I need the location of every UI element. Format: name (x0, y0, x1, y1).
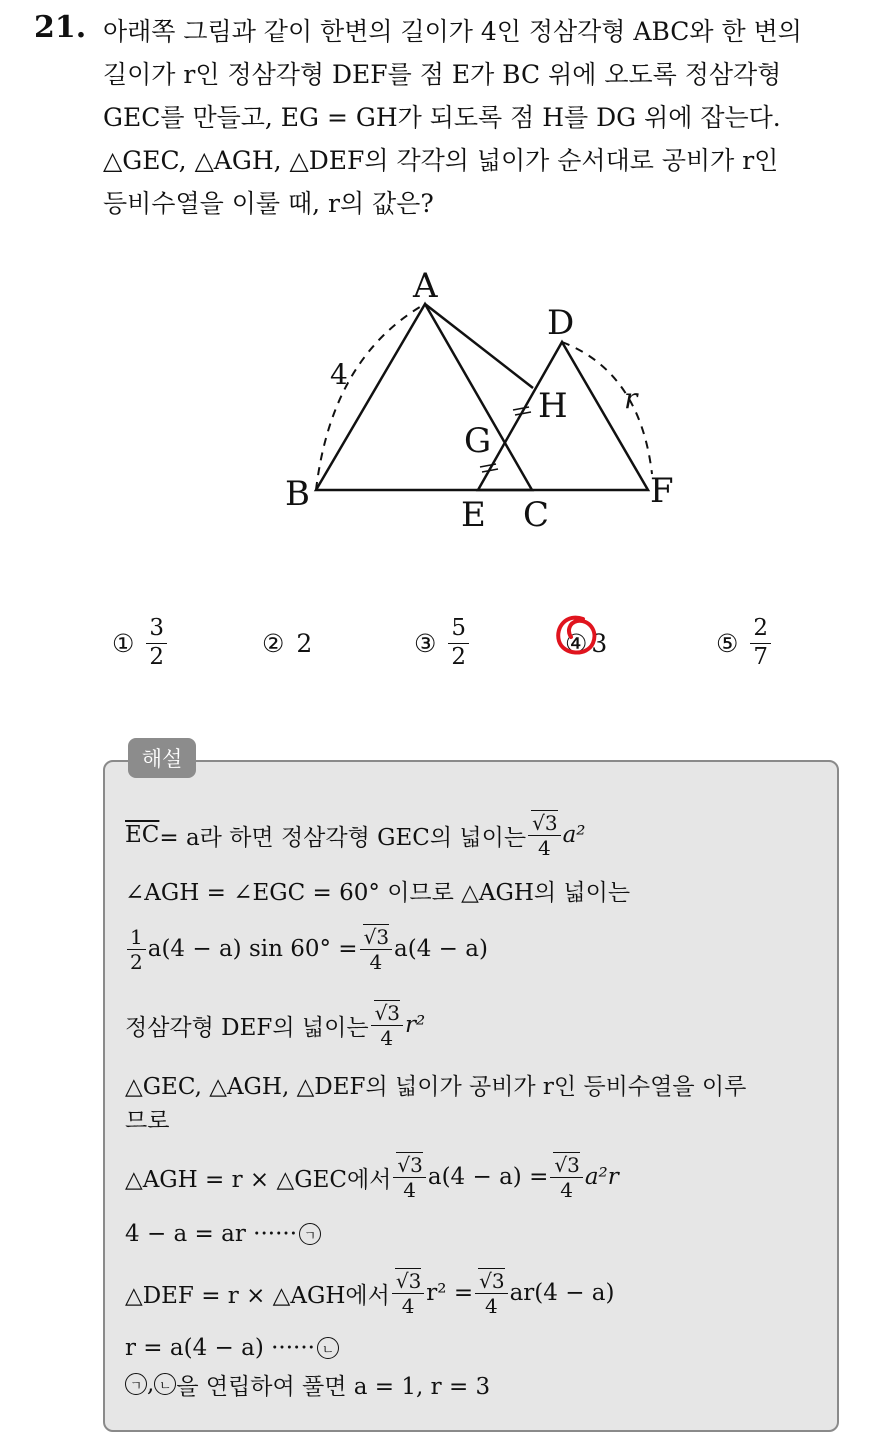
choice-fraction: $\frac{3}{2}$ (146, 616, 167, 670)
choice-fraction: $\frac{2}{7}$ (750, 616, 771, 670)
circled-label: ㄴ (154, 1373, 176, 1395)
choice-2[interactable] (262, 608, 312, 678)
solution-line-8: 4 − a = ar ······ ㄱ (125, 1216, 321, 1252)
answer-choices (0, 608, 884, 678)
question-line: 아래쪽 그림과 같이 한변의 길이가 4인 정삼각형 ABC와 한 변의 (103, 17, 802, 46)
circled-label: ㄱ (299, 1223, 321, 1245)
solution-line-4: 정삼각형 DEF의 넓이는 $\frac{√3}{4}$ r² (125, 1000, 426, 1050)
label-b: B (285, 474, 310, 514)
label-c: C (523, 495, 550, 535)
solution-line-7: △AGH = r × △GEC에서 $\frac{√3}{4}$ a(4 − a) = $\frac{√3}{4}$ a²r (125, 1152, 619, 1202)
question-number: 21. (34, 10, 87, 45)
label-g: G (464, 421, 492, 461)
choice-fraction: $\frac{5}{2}$ (448, 616, 469, 670)
question-line: △GEC, △AGH, △DEF의 각각의 넓이가 순서대로 공비가 r인 (103, 146, 779, 175)
label-e: E (461, 495, 486, 535)
question-text (103, 10, 863, 225)
solution-line-2: ∠AGH = ∠EGC = 60° 이므로 △AGH의 넓이는 (125, 879, 631, 906)
question-line: 길이가 r인 정삼각형 DEF를 점 E가 BC 위에 오도록 정삼각형 (103, 60, 782, 89)
choice-number: ① (112, 628, 135, 658)
label-h: H (538, 386, 568, 426)
choice-value: 2 (296, 628, 313, 658)
triangle-figure (270, 262, 710, 552)
question-line: 등비수열을 이룰 때, r의 값은? (103, 189, 434, 218)
label-side-4: 4 (330, 358, 348, 391)
choice-3[interactable] (414, 608, 469, 678)
solution-line-3: $\frac{1}{2}$ a(4 − a) sin 60° = $\frac{√3}{4}$ a(4 − a) (125, 918, 488, 980)
arc-side-df (562, 342, 652, 474)
label-d: D (547, 303, 575, 343)
label-f: F (650, 471, 674, 511)
label-a: A (413, 266, 438, 306)
choice-5[interactable] (716, 608, 771, 678)
segment-ah (425, 304, 533, 388)
label-side-r: r (624, 382, 638, 415)
choice-1[interactable] (112, 608, 167, 678)
question-line: GEC를 만들고, EG = GH가 되도록 점 H를 DG 위에 잡는다. (103, 103, 781, 132)
solution-line-9: △DEF = r × △AGH에서 $\frac{√3}{4}$ r² = $\frac{√3}{4}$ ar(4 − a) (125, 1268, 615, 1318)
solution-line-5: △GEC, △AGH, △DEF의 넓이가 공비가 r인 등비수열을 이루 (125, 1073, 747, 1100)
choice-number: ⑤ (716, 628, 739, 658)
choice-number: ② (262, 628, 285, 658)
solution-tab: 해설 (128, 738, 196, 778)
solution-line-1: $\overline{EC}$ = a라 하면 정삼각형 GEC의 넓이는 $\frac{√3}{4}$ a² (125, 810, 586, 860)
answer-mark-icon (553, 613, 599, 659)
choice-number: ④ (565, 628, 588, 658)
solution-line-11: ㄱ , ㄴ 을 연립하여 풀면 a = 1, r = 3 (125, 1366, 490, 1402)
choice-value: 3 (591, 628, 608, 658)
solution-line-10: r = a(4 − a) ······ ㄴ (125, 1330, 339, 1366)
circled-label: ㄴ (317, 1337, 339, 1359)
circled-label: ㄱ (125, 1373, 147, 1395)
choice-number: ③ (414, 628, 437, 658)
solution-line-6: 므로 (125, 1107, 170, 1134)
triangle-abc (316, 304, 532, 490)
